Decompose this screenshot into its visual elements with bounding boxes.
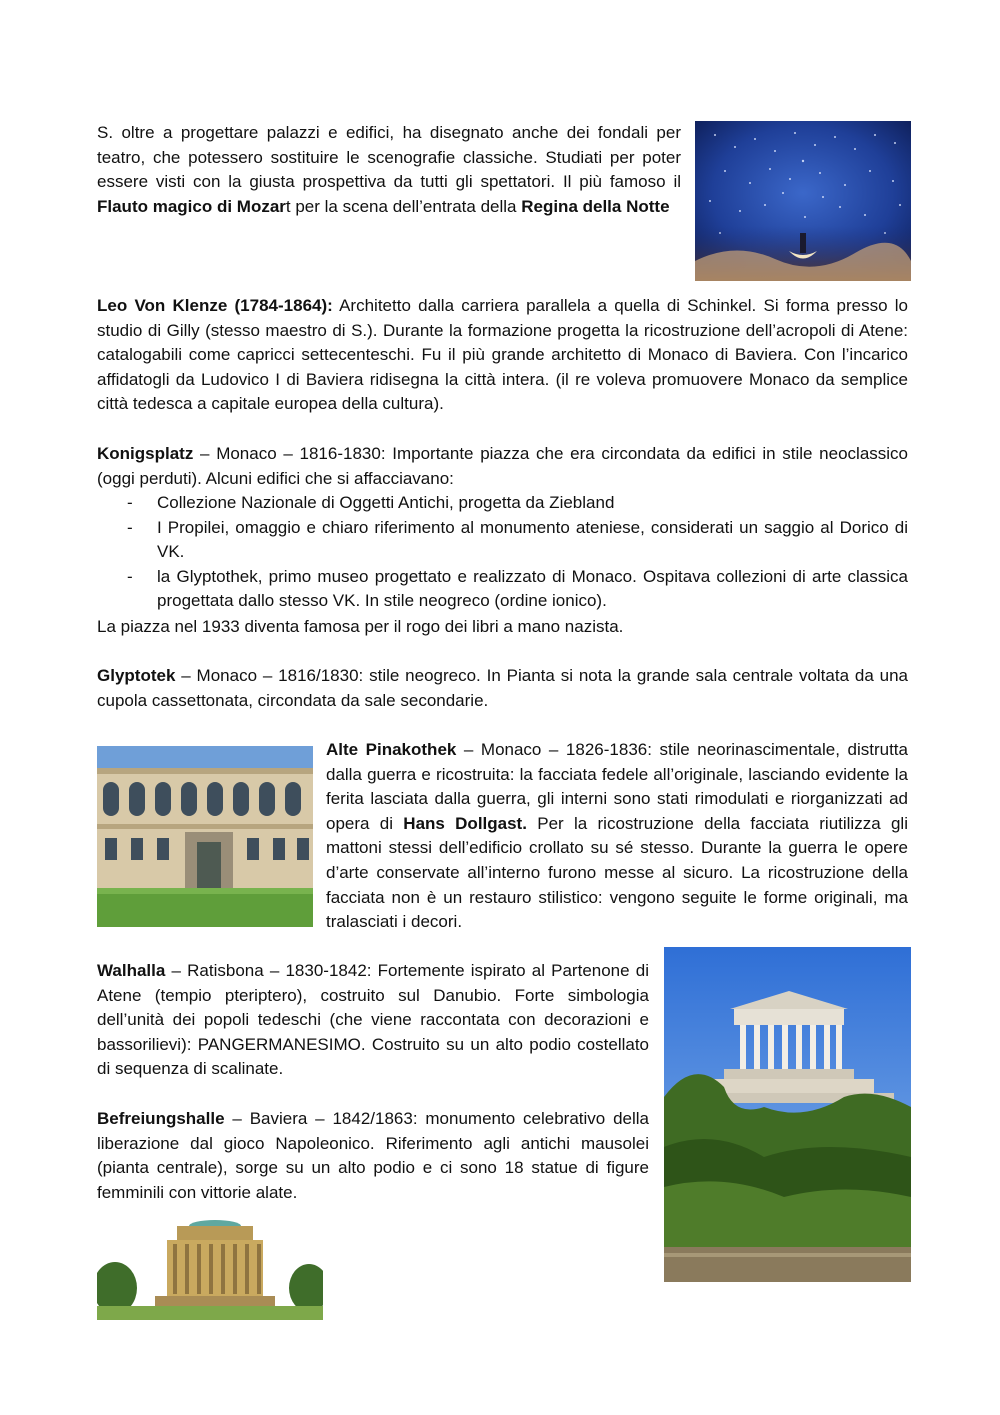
list-item (97, 565, 908, 614)
glyptotek-paragraph (97, 664, 908, 713)
intro-bold-regina: Regina della Notte (521, 196, 670, 216)
glyptotek-text: – Monaco – 1816/1830: stile neogreco. In Pianta si nota la grande sala centrale voltata da una cupola cassettonata, circondata da sale secondarie. (97, 666, 908, 710)
list-bullet: - (127, 493, 133, 512)
intro-paragraph (97, 121, 681, 219)
befreiungshalle-paragraph (97, 1107, 649, 1205)
pinakothek-text-2: Per la ricostruzione della facciata riutilizza gli mattoni stessi dell’edificio crollato su sé stesso. Durante la guerra le opere d’arte conservate all’interno furono messe al sicuro. La ricostruzione della facciata non è un restauro stilistico: vengono seguite le forme originali, ma tralasciati i decori. (326, 813, 908, 932)
konigsplatz-list (97, 491, 908, 614)
befreiungshalle-text: – Baviera – 1842/1863: monumento celebrativo della liberazione dal gioco Napoleonico. Riferimento agli antichi mausolei (pianta centrale), sorge su un alto podio e ci sono 18 statue di figure femminili con vittorie alate. (97, 1109, 649, 1202)
intro-text-2: t per la scena dell’entrata della (285, 196, 522, 216)
konigsplatz-title: Konigsplatz (97, 444, 194, 463)
walhalla-image (664, 947, 911, 1282)
list-bullet: - (127, 566, 133, 586)
list-item (97, 516, 908, 565)
pinakothek-bold-dollgast: Hans Dollgast. (403, 813, 527, 833)
list-bullet: - (127, 517, 133, 537)
intro-bold-flauto: Flauto magico di Mozar (97, 196, 286, 216)
list-item (97, 491, 908, 516)
alte-pinakothek-image (97, 746, 313, 927)
konigsplatz-closing (97, 615, 908, 640)
queen-of-night-stage-image (695, 121, 911, 281)
intro-text: S. oltre a progettare palazzi e edifici, ha disegnato anche dei fondali per teatro, che potessero sostituire le scenografie classiche. Studiati per poter essere visti con la giusta prospettiva da tutti gli spettatori. Il più famoso il (97, 123, 681, 192)
pinakothek-title: Alte Pinakothek (326, 740, 457, 759)
konigsplatz-text: – Monaco – 1816-1830: Importante piazza che era circondata da edifici in stile neoclassico (oggi perduti). Alcuni edifici che si affacciavano: (97, 444, 908, 488)
klenze-text: Architetto dalla carriera parallela a quella di Schinkel. Si forma presso lo studio di Gilly (stesso maestro di S.). Durante la formazione progetta la ricostruzione dell’acropoli di Atene: catalogabili come capricci settecenteschi. Fu il più grande architetto di Monaco di Baviera. Con l’incarico affidatogli da Ludovico I di Baviera ridisegna la città intera. (il re voleva promuovere Monaco da semplice città tedesca a capitale europea della cultura). (97, 296, 908, 414)
pinakothek-text: – Monaco – 1826-1836: stile neorinascimentale, distrutta dalla guerra e ricostruita: la facciata fedele all’originale, lasciando evidente la ferita lasciata dalla guerra, gli interni sono stati rimodulati e riorganizzati ad opera di (326, 740, 908, 833)
klenze-title: Leo Von Klenze (1784-1864): (97, 296, 333, 315)
list-item-text: I Propilei, omaggio e chiaro riferimento al monumento ateniese, considerati un saggio al Dorico di VK. (157, 517, 908, 562)
glyptotek-title: Glyptotek (97, 666, 176, 685)
walhalla-title: Walhalla (97, 961, 166, 980)
walhalla-text: – Ratisbona – 1830-1842: Fortemente ispirato al Partenone di Atene (tempio pteriptero), costruito sul Danubio. Forte simbologia dell’unità dei popoli tedeschi (che viene raccontata con decorazioni e bassorilievi): PANGERMANESIMO. Costruito su un alto podio costellato di sequenza di scalinate. (97, 961, 649, 1079)
konigsplatz-paragraph (97, 442, 908, 491)
list-item-text: Collezione Nazionale di Oggetti Antichi, progetta da Ziebland (157, 493, 615, 512)
befreiungshalle-image (97, 1208, 323, 1320)
konigsplatz-closing-text: La piazza nel 1933 diventa famosa per il rogo dei libri a mano nazista. (97, 617, 624, 636)
klenze-paragraph (97, 294, 908, 417)
pinakothek-paragraph (326, 738, 908, 935)
list-item-text: la Glyptothek, primo museo progettato e realizzato di Monaco. Ospitava collezioni di arte classica progettata dallo stesso VK. In stile neogreco (ordine ionico). (157, 566, 908, 611)
befreiungshalle-title: Befreiungshalle (97, 1109, 225, 1128)
walhalla-paragraph (97, 959, 649, 1082)
